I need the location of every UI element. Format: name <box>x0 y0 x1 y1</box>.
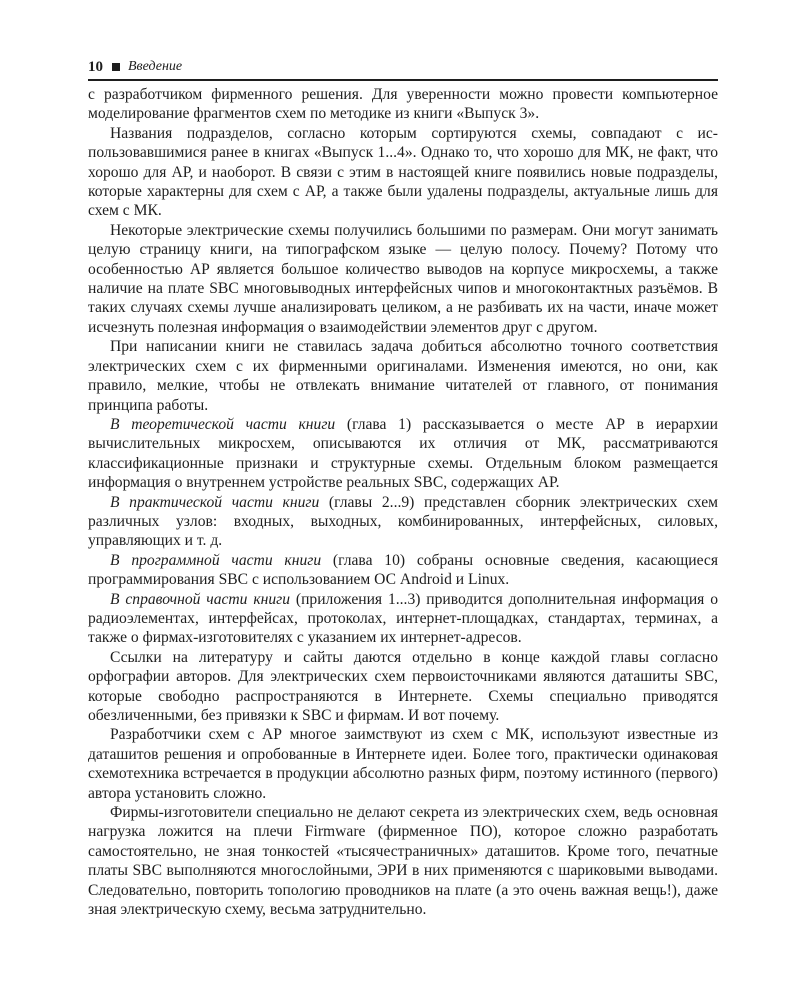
running-head <box>88 58 718 76</box>
paragraph: Ссылки на литературу и сайты даются отдельно в конце каждой главы согласно орфографии авторов. Для электрических схем первоисточниками являются даташиты SBC, которые свободно распространяются в Интернете. Схемы специально приводятся обезличенными, без привязки к SBC и фирмам. И вот почему. <box>88 648 718 724</box>
book-page <box>88 58 718 919</box>
paragraph: В практической части книги (главы 2...9) представлен сборник электрических схем различных узлов: входных, выходных, комбинированных, интерфейсных, силовых, управляющих и т. д. <box>88 493 718 550</box>
italic-lead: В теоретической части книги <box>110 415 336 433</box>
paragraph: Разработчики схем с АР многое заимствуют из схем с МК, используют известные из даташитов решения и опробованные в Интернете идеи. Более того, практически одинаковая схемотехника встречается в продукции абсолютно разных фирм, поэтому истинного (первого) автора установить сложно. <box>88 726 718 802</box>
italic-lead: В справочной части книги <box>110 590 291 608</box>
section-title: Введение <box>128 59 183 74</box>
body-text <box>88 85 718 919</box>
paragraph: В программной части книги (глава 10) собраны основные сведения, касающиеся программирования SBC с использованием ОС Android и Linux. <box>88 551 718 589</box>
italic-lead: В практической части книги <box>110 493 320 511</box>
paragraph: При написании книги не ставилась задача добиться абсолютно точного соответствия электрических схем с их фирменными оригиналами. Изменения имеются, но они, как правило, мелкие, чтобы не отвлекать внимание читателей от главного, от понимания принципа работы. <box>88 338 718 414</box>
page-number: 10 <box>88 59 103 75</box>
header-rule <box>88 79 718 81</box>
square-icon <box>112 63 120 71</box>
paragraph: Некоторые электрические схемы получились большими по размерам. Они могут занимать целую страницу книги, на типографском языке — целую полосу. Почему? Потому что особенностью АР является большое количество выводов на корпусе микросхемы, а также наличие на плате SBC многовыводных интерфейсных чипов и многоконтактных разъёмов. В таких случаях схемы лучше анализировать целиком, а не разбивать их на части, иначе может исчезнуть полезная информация о взаимодействии элементов друг с другом. <box>88 221 718 336</box>
paragraph: Фирмы-изготовители специально не делают секрета из электрических схем, ведь основная нагрузка ложится на плечи Firmware (фирменное ПО), которое сложно разработать самостоятельно, не зная тонкостей «тысячестраничных» даташитов. Кроме того, печатные платы SBC выполняются многослойными, ЭРИ в них применяются с шариковыми выводами. Следовательно, повторить топологию проводников на плате (а это очень важная вещь!), даже зная электрическую схему, весьма затруднительно. <box>88 804 718 919</box>
italic-lead: В программной части книги <box>110 551 322 569</box>
paragraph: В теоретической части книги (глава 1) рассказывается о месте АР в иерархии вычислительных микросхем, описываются их отличия от МК, рассматриваются классификационные признаки и структурные схемы. Отдельным блоком размещается информация о внутреннем устройстве реальных SBC, содержащих АР. <box>88 415 719 492</box>
paragraph: В справочной части книги (приложения 1...3) приводится дополнительная информация о радиоэлементах, интерфейсах, протоколах, интернет-площадках, стандартах, терминах, а также о фирмах-изготовителях с указанием их интернет-адресов. <box>88 590 718 647</box>
paragraph: Названия подразделов, согласно которым сортируются схемы, совпадают с использовавшимися ранее в книгах «Выпуск 1...4». Однако то, что хорошо для МК, не факт, что хорошо для АР, и наоборот. В связи с этим в настоящей книге появились новые подразделы, которые характерны для схем с АР, а также были удалены подразделы, актуальные лишь для схем с МК. <box>88 124 718 220</box>
paragraph: с разработчиком фирменного решения. Для уверенности можно провести компьютерное моделирование фрагментов схем по методике из книги «Выпуск 3». <box>88 86 718 123</box>
